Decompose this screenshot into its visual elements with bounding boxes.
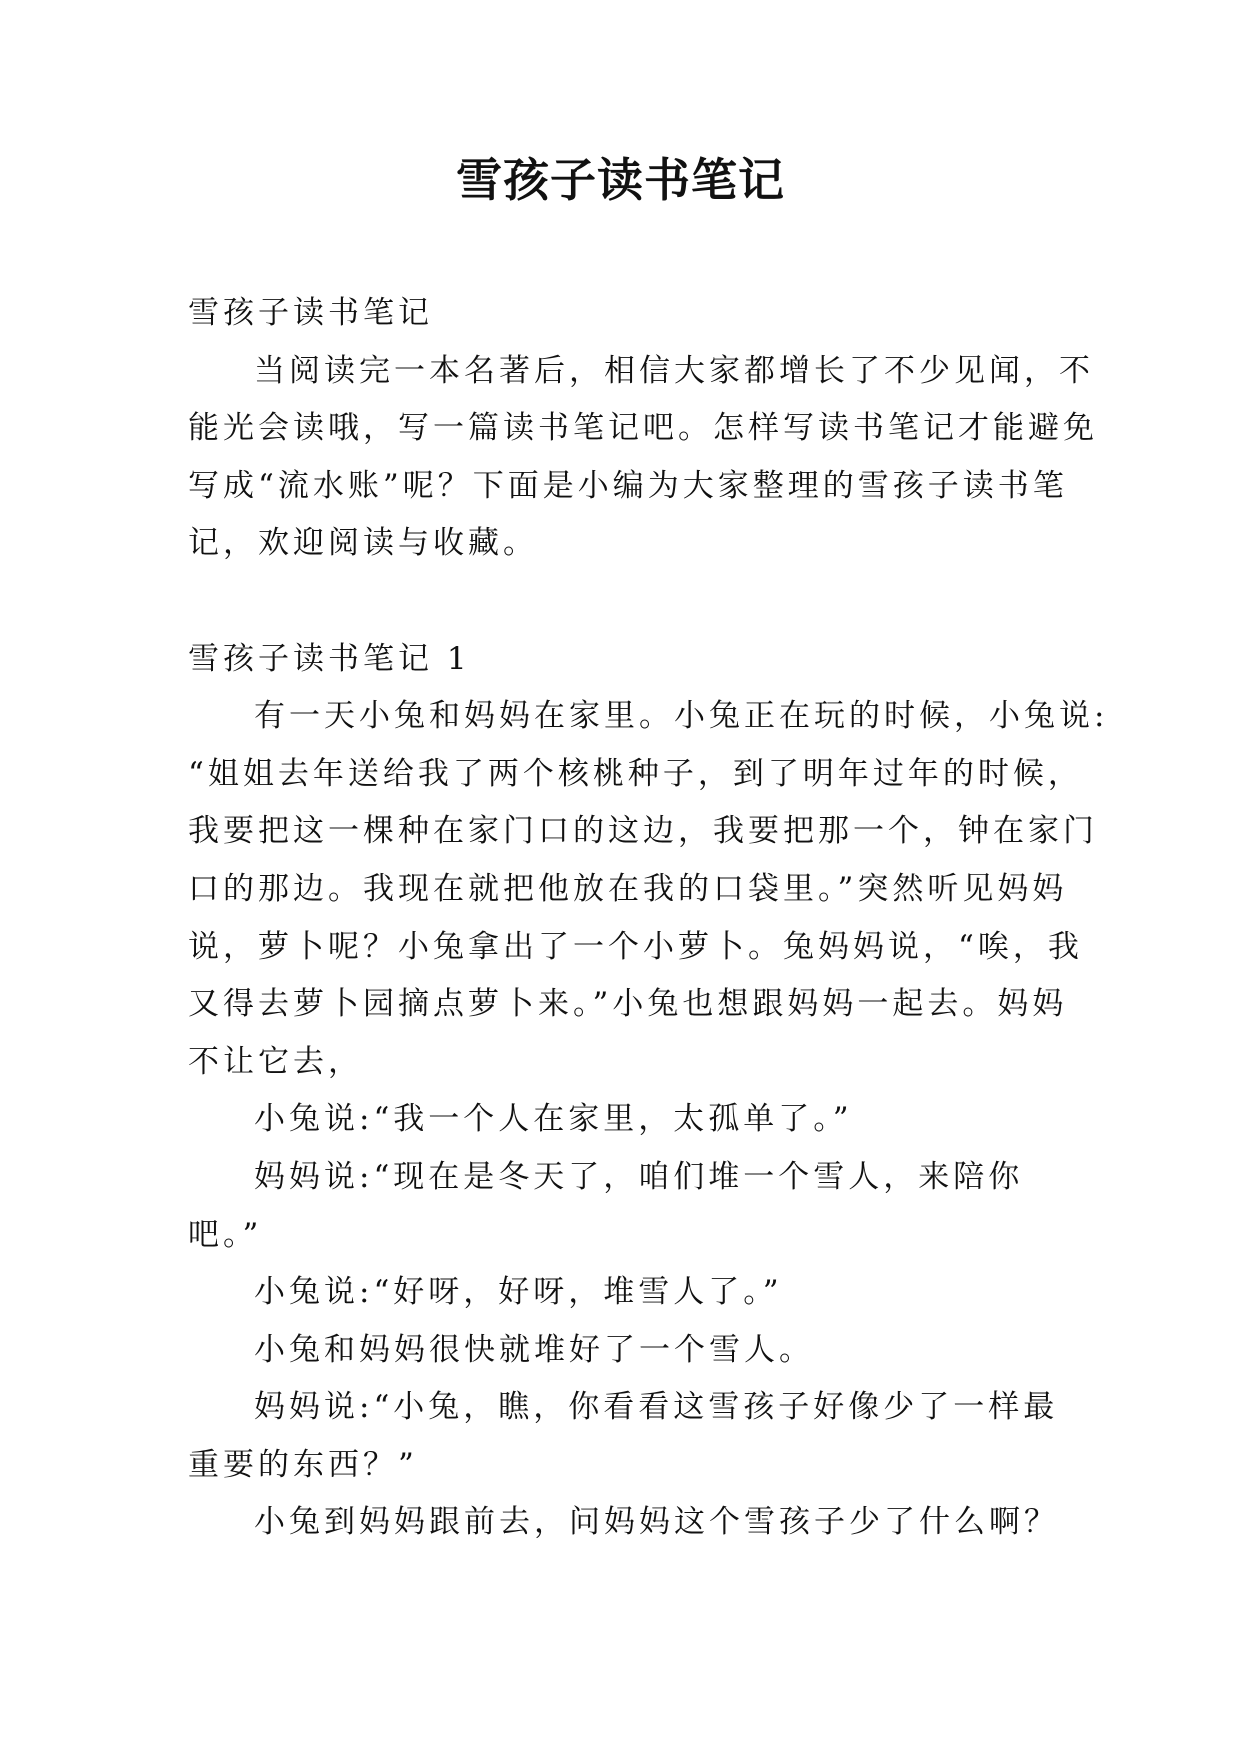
paragraph-line: 又得去萝卜园摘点萝卜来。”小兔也想跟妈妈一起去。妈妈 [188, 986, 1068, 1023]
paragraph-line: 写成“流水账”呢？下面是小编为大家整理的雪孩子读书笔 [188, 467, 1068, 504]
paragraph-line: 当阅读完一本名著后，相信大家都增长了不少见闻，不 [254, 352, 1094, 389]
paragraph-line: 有一天小兔和妈妈在家里。小兔正在玩的时候，小兔说: [254, 698, 1109, 735]
paragraph-gap [188, 573, 1058, 631]
paragraph-line: 我要把这一棵种在家门口的这边，我要把那一个，钟在家门 [188, 813, 1098, 850]
paragraph-line: 记，欢迎阅读与收藏。 [188, 525, 538, 562]
section-heading-intro: 雪孩子读书笔记 [188, 295, 433, 331]
paragraph-line: 能光会读哦，写一篇读书笔记吧。怎样写读书笔记才能避免 [188, 410, 1098, 447]
paragraph-line: 不让它去， [188, 1043, 363, 1080]
paragraph-line: 小兔和妈妈很快就堆好了一个雪人。 [254, 1331, 814, 1368]
section-heading-1: 雪孩子读书笔记 1 [188, 640, 471, 677]
document-body [188, 285, 1109, 1552]
document-title: 雪孩子读书笔记 [456, 153, 785, 207]
paragraph-line: “姐姐去年送给我了两个核桃种子，到了明年过年的时候， [188, 755, 1083, 792]
paragraph-line: 小兔说:“我一个人在家里，太孤单了。” [254, 1101, 853, 1138]
paragraph-line: 重要的东西？” [188, 1446, 418, 1483]
paragraph-line: 口的那边。我现在就把他放在我的口袋里。”突然听见妈妈 [188, 870, 1068, 907]
paragraph-line: 妈妈说:“现在是冬天了，咱们堆一个雪人，来陪你 [254, 1158, 1024, 1195]
paragraph-line: 说，萝卜呢？小兔拿出了一个小萝卜。兔妈妈说，“唉，我 [188, 928, 1083, 965]
paragraph-line: 妈妈说:“小兔，瞧，你看看这雪孩子好像少了一样最 [254, 1389, 1059, 1426]
paragraph-line: 小兔说:“好呀，好呀，堆雪人了。” [254, 1274, 783, 1311]
paragraph-line: 小兔到妈妈跟前去，问妈妈这个雪孩子少了什么啊？ [254, 1504, 1059, 1541]
paragraph-line: 吧。” [188, 1216, 263, 1253]
